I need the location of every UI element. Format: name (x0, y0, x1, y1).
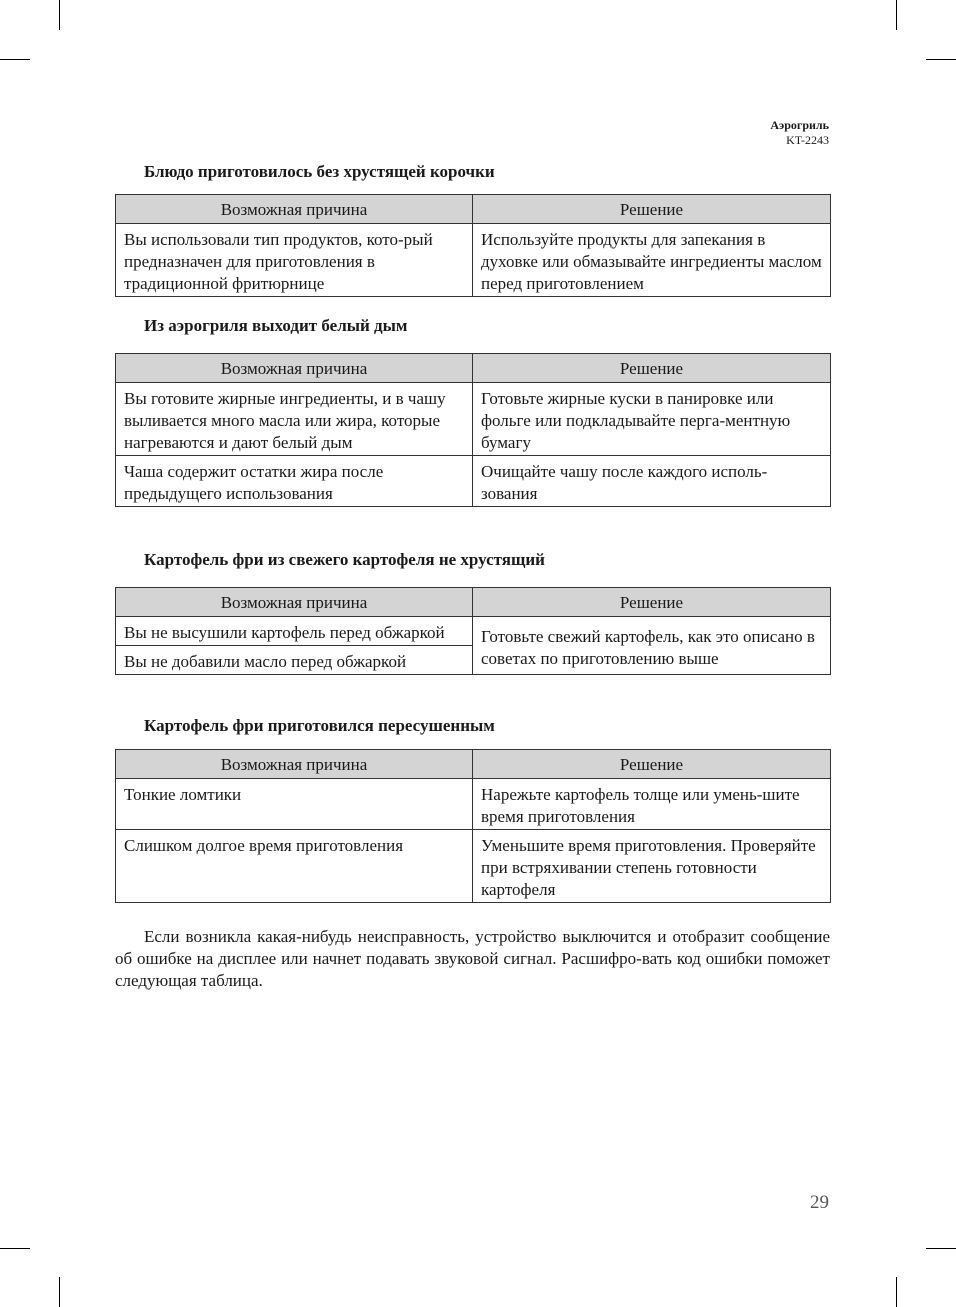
crop-mark (59, 1277, 60, 1307)
cause-cell: Вы не высушили картофель перед обжаркой (116, 617, 473, 646)
body-paragraph: Если возникла какая-нибудь неисправность, устройство выключится и отобразит сообщение об ошибке на дисплее или начнет подавать звуковой сигнал. Расшифро-вать код ошибки поможет следующая таблица. (115, 927, 830, 990)
crop-mark (896, 1277, 897, 1307)
solution-cell: Нарежьте картофель толще или умень-шите время приготовления (473, 779, 831, 830)
table-row (116, 456, 831, 507)
solution-cell: Используйте продукты для запекания в духовке или обмазывайте ингредиенты маслом перед приготовлением (473, 224, 831, 297)
solution-cell: Готовьте жирные куски в панировке или фольге или подкладывайте перга-ментную бумагу (473, 383, 831, 456)
column-header-solution: Решение (473, 354, 831, 383)
table-header-row (116, 750, 831, 779)
cause-cell: Вы использовали тип продуктов, кото-рый предназначен для приготовления в традиционной фритюрнице (116, 224, 473, 297)
column-header-solution: Решение (473, 195, 831, 224)
table-header-row (116, 354, 831, 383)
column-header-solution: Решение (473, 750, 831, 779)
table-row (116, 224, 831, 297)
cause-cell: Чаша содержит остатки жира после предыдущего использования (116, 456, 473, 507)
column-header-cause: Возможная причина (116, 354, 473, 383)
column-header-cause: Возможная причина (116, 750, 473, 779)
crop-mark (0, 1248, 30, 1249)
troubleshooting-table (115, 587, 831, 675)
solution-cell: Очищайте чашу после каждого исполь-зования (473, 456, 831, 507)
table-row (116, 830, 831, 903)
page-number: 29 (810, 1192, 829, 1213)
section-title: Из аэрогриля выходит белый дым (144, 316, 408, 335)
troubleshooting-table (115, 749, 831, 903)
troubleshooting-table (115, 353, 831, 507)
header-model: KT-2243 (786, 133, 829, 147)
table-row (116, 779, 831, 830)
table-row (116, 383, 831, 456)
table-header-row (116, 588, 831, 617)
section-title: Картофель фри из свежего картофеля не хрустящий (144, 550, 545, 569)
table-row (116, 617, 831, 646)
running-header (770, 118, 829, 148)
section-title: Блюдо приготовилось без хрустящей корочки (144, 162, 495, 181)
cause-cell: Вы готовите жирные ингредиенты, и в чашу выливается много масла или жира, которые нагреваются и дают белый дым (116, 383, 473, 456)
column-header-solution: Решение (473, 588, 831, 617)
crop-mark (896, 0, 897, 30)
cause-cell: Вы не добавили масло перед обжаркой (116, 646, 473, 675)
crop-mark (0, 59, 30, 60)
solution-cell: Уменьшите время приготовления. Проверяйте при встряхивании степень готовности картофеля (473, 830, 831, 903)
solution-cell: Готовьте свежий картофель, как это описано в советах по приготовлению выше (473, 617, 831, 675)
column-header-cause: Возможная причина (116, 588, 473, 617)
troubleshooting-table (115, 194, 831, 297)
table-header-row (116, 195, 831, 224)
crop-mark (59, 0, 60, 30)
cause-cell: Слишком долгое время приготовления (116, 830, 473, 903)
section-title: Картофель фри приготовился пересушенным (144, 716, 495, 735)
header-brand: Аэрогриль (770, 118, 829, 132)
crop-mark (926, 1248, 956, 1249)
crop-mark (926, 59, 956, 60)
column-header-cause: Возможная причина (116, 195, 473, 224)
cause-cell: Тонкие ломтики (116, 779, 473, 830)
